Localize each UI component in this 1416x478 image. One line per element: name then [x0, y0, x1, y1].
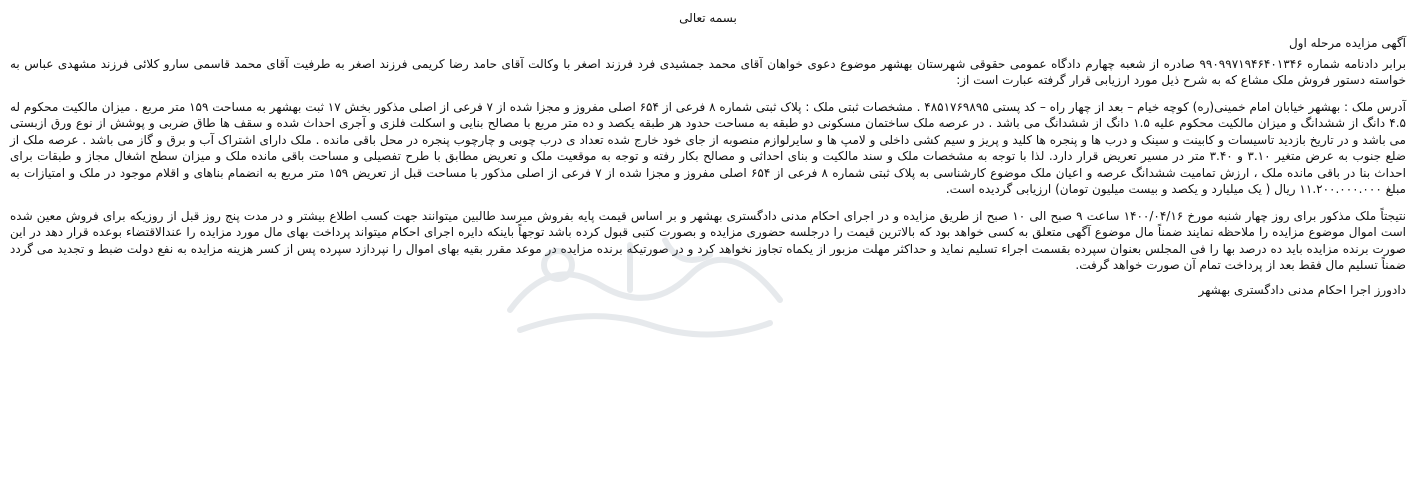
- auction-notice: [10, 0, 1406, 478]
- page-title: بسمه تعالی: [679, 11, 737, 25]
- signature-line: دادورز اجرا احکام مدنی دادگستری بهشهر: [1198, 282, 1406, 297]
- notice-subtitle: آگهی مزایده مرحله اول: [1288, 36, 1406, 50]
- notice-paragraph-intro: برابر دادنامه شماره ۹۹۰۹۹۷۱۹۴۶۴۰۱۳۴۶ صادره از شعبه چهارم دادگاه عمومی حقوقی شهرستان بهشهر موضوع دعوی خواهان آقای محمد جمشیدی فرد فرزند اصغر با وکالت آقای حامد رضا کریمی فرزند اصغر به طرفیت آقای محمد قاسمی سارو کلائی فرزند مشهدی عباس به خواسته دستور فروش ملک مشاع که به شرح ذیل مورد ارزیابی قرار گرفته عبارت است از:: [10, 56, 1407, 87]
- notice-paragraph-property: آدرس ملک : بهشهر خیابان امام خمینی(ره) کوچه خیام – بعد از چهار راه – کد پستی ۴۸۵۱۷۶۹۸۹۵ . مشخصات ثبتی ملک : پلاک ثبتی شماره ۸ فرعی از ۶۵۴ اصلی مفروز و مجزا شده از ۷ فرعی از اصلی مذکور بخش ۱۷ ثبت بهشهر به مساحت ۱۵۹ متر مربع . میزان مالکیت محکوم له ۴.۵ دانگ از ششدانگ و میزان مالکیت محکوم علیه ۱.۵ دانگ از ششدانگ می باشد . در عرصه ملک ساختمان مسکونی دو طبقه به مساحت حدود هر طبقه یکصد و ده متر مربع با مصالح بنایی و اسکلت فلزی و آجری احداث شده و سقف ها طاق ضربی و پوشش از نوع ورق ازبستی می باشد و در تاریخ بازدید تاسیسات و کابینت و سینک و درب ها و پنجره ها کلید و پریز و سیم کشی داخلی و لامپ ها و سایرلوازم منصوبه از جای خود خارج شده تعداد ی درب چوبی و چارچوب پنجره در محل باقی مانده . ملک دارای اشتراک آب و برق و گاز می باشد . عرصه ملک از ضلع جنوب به عرض متغیر ۳.۱۰ و ۳.۴۰ متر در مسیر تعریض قرار دارد. لذا با توجه به مشخصات ملک و سند مالکیت و بنای احداثی و مصالح بکار رفته و توجه به موقعیت ملک و تعریض مطابق با طرح تفصیلی و مساحت باقی مانده ملک و میزان سطح اشغال مجاز و طبقات برای احداث بنا در باقی مانده ملک ، ارزش تمامیت ششدانگ عرصه و اعیان ملک موضوع کارشناسی به پلاک ثبتی شماره ۸ فرعی از ۶۵۴ اصلی مفروز و مجزا شده از ۷ فرعی از اصلی مذکور با مساحت قبل از تعریض ۱۵۹ متر مربع به انضمام بناهای و اقلام موجود در ملک و امتیازات به مبلغ ۱۱.۲۰۰.۰۰۰.۰۰۰ ریال ( یک میلیارد و یکصد و بیست میلیون تومان) ارزیابی گردیده است.: [10, 99, 1406, 196]
- notice-paragraph-terms: نتیجتاً ملک مذکور برای روز چهار شنبه مورخ ۱۴۰۰/۰۴/۱۶ ساعت ۹ صبح الی ۱۰ صبح از طریق مزایده و در اجرای احکام مدنی دادگستری بهشهر و بر اساس قیمت پایه بفروش میرسد طالبین میتوانند جهت کسب اطلاع بیشتر و در مدت پنج روز قبل از روزیکه برای فروش معین شده است اموال موضوع مزایده را ملاحظه نمایند ضمناً مال موضوع آگهی متعلق به کسی خواهد بود که بالاترین قیمت را درجلسه حضوری مزایده و بصورت کتبی قبول کرده باشد توجهاً باینکه دایره اجرای احکام میتواند پرداخت بهای مال مورد مزایده را عندالاقتضاء بوعده قرار دهد در این صورت برنده مزایده باید ده درصد بها را فی المجلس بعنوان سپرده بقسمت اجراء تسلیم نماید و حداکثر مهلت مزبور از یکماه تجاوز نخواهد کرد و در صورتیکه برنده مزایده در موعد مقرر بقیه بهای اموال را نپردازد سپرده پس از کسر هزینه مزایده به نفع دولت ضبط و تجدید می گردد ضمناً تسلیم مال فقط بعد از پرداخت تمام آن صورت خواهد گرفت.: [10, 208, 1406, 272]
